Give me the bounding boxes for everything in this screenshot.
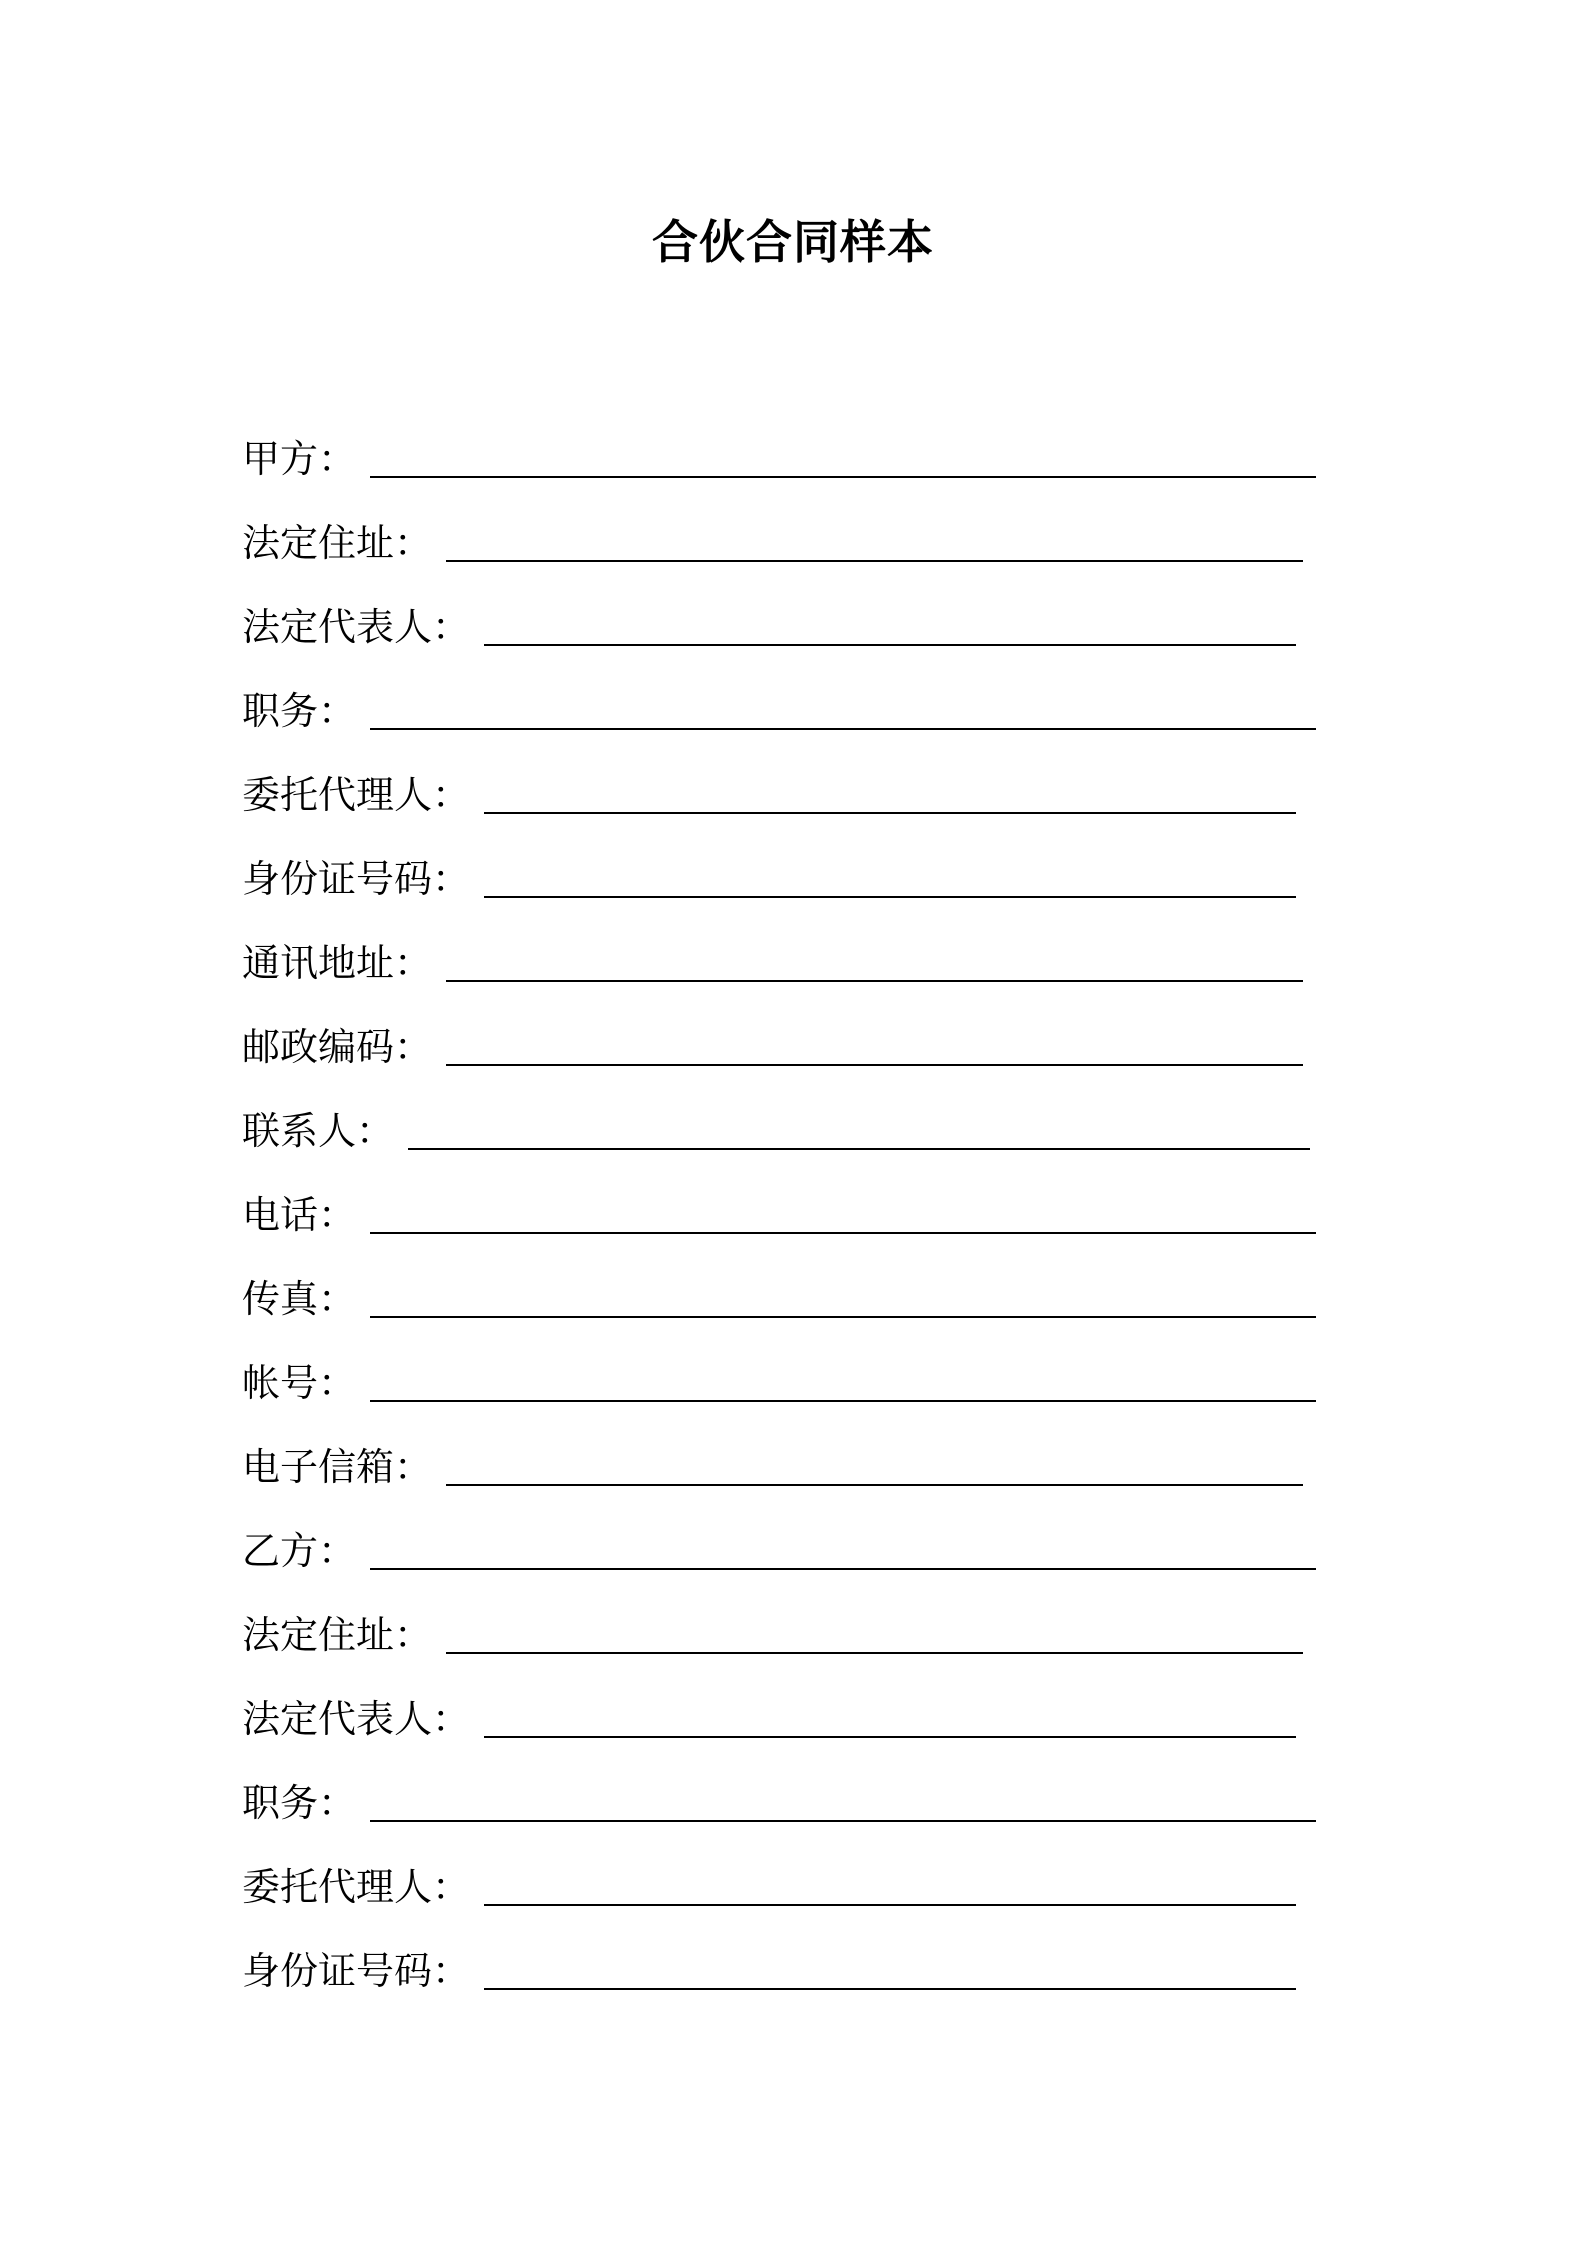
- fill-in-blank: [408, 1148, 1310, 1150]
- fill-in-blank: [370, 1820, 1316, 1822]
- field-label: 委托代理人：: [242, 773, 471, 817]
- field-label: 职务：: [242, 689, 357, 733]
- field-label: 通讯地址：: [242, 941, 433, 985]
- fill-in-blank: [446, 1484, 1303, 1486]
- field-label: 身份证号码：: [242, 857, 471, 901]
- fill-in-blank: [484, 896, 1296, 898]
- fill-in-blank: [484, 1988, 1296, 1990]
- fill-in-blank: [370, 1568, 1316, 1570]
- form-row-legal-representative: [242, 578, 1322, 662]
- fill-in-blank: [446, 1652, 1303, 1654]
- fill-in-blank: [484, 1736, 1296, 1738]
- form-row-postal-code: [242, 998, 1322, 1082]
- field-label: 法定代表人：: [242, 605, 471, 649]
- field-label: 邮政编码：: [242, 1025, 433, 1069]
- document-title: 合伙合同样本: [652, 215, 934, 269]
- field-label: 委托代理人：: [242, 1865, 471, 1909]
- fill-in-blank: [370, 1232, 1316, 1234]
- form-row-mailing-address: [242, 914, 1322, 998]
- fill-in-blank: [370, 476, 1316, 478]
- field-label: 法定住址：: [242, 1613, 433, 1657]
- fill-in-blank: [446, 1064, 1303, 1066]
- field-label: 职务：: [242, 1781, 357, 1825]
- form-row-authorized-agent: [242, 746, 1322, 830]
- field-label: 帐号：: [242, 1361, 357, 1405]
- form-row-authorized-agent: [242, 1838, 1322, 1922]
- form-row-party-a: [242, 410, 1322, 494]
- field-label: 身份证号码：: [242, 1949, 471, 1993]
- field-label: 传真：: [242, 1277, 357, 1321]
- fill-in-blank: [370, 728, 1316, 730]
- form-row-account-number: [242, 1334, 1322, 1418]
- form-row-party-b: [242, 1502, 1322, 1586]
- fill-in-blank: [484, 812, 1296, 814]
- form-row-position: [242, 662, 1322, 746]
- field-label: 电子信箱：: [242, 1445, 433, 1489]
- form-row-id-number: [242, 1922, 1322, 2006]
- fill-in-blank: [446, 980, 1303, 982]
- form-row-phone: [242, 1166, 1322, 1250]
- form-row-email: [242, 1418, 1322, 1502]
- field-label: 法定代表人：: [242, 1697, 471, 1741]
- field-label: 电话：: [242, 1193, 357, 1237]
- field-label: 联系人：: [242, 1109, 395, 1153]
- field-label: 乙方：: [242, 1529, 357, 1573]
- form-row-fax: [242, 1250, 1322, 1334]
- field-label: 法定住址：: [242, 521, 433, 565]
- form-row-position: [242, 1754, 1322, 1838]
- contract-party-form: [242, 410, 1322, 2006]
- form-row-legal-address: [242, 1586, 1322, 1670]
- form-row-contact-person: [242, 1082, 1322, 1166]
- form-row-legal-address: [242, 494, 1322, 578]
- fill-in-blank: [446, 560, 1303, 562]
- fill-in-blank: [484, 644, 1296, 646]
- fill-in-blank: [484, 1904, 1296, 1906]
- form-row-legal-representative: [242, 1670, 1322, 1754]
- field-label: 甲方：: [242, 437, 357, 481]
- fill-in-blank: [370, 1316, 1316, 1318]
- form-row-id-number: [242, 830, 1322, 914]
- fill-in-blank: [370, 1400, 1316, 1402]
